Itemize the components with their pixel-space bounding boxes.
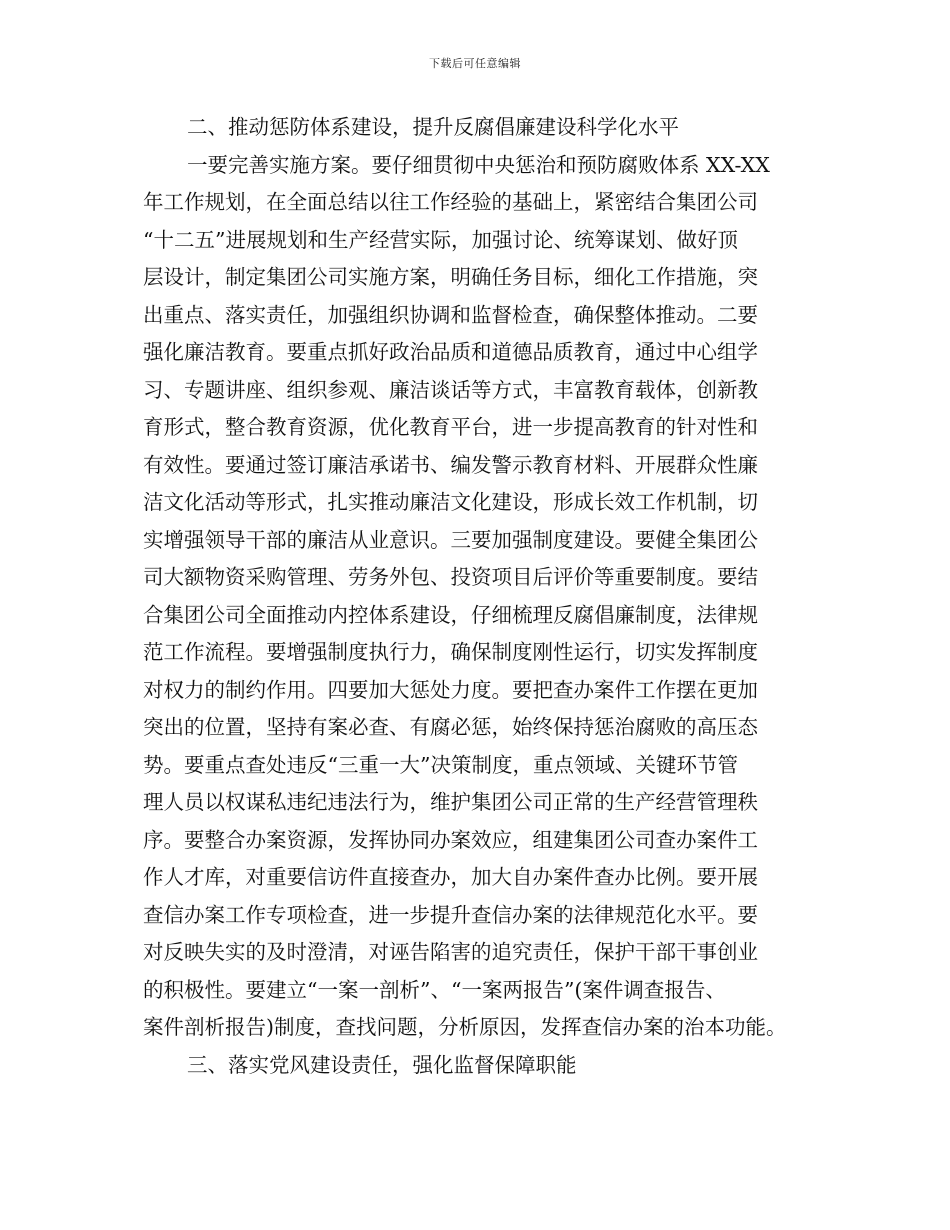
section-heading: 二、推动惩防体系建设，提升反腐倡廉建设科学化水平 [187,115,679,139]
paragraph-line: 范工作流程。要增强制度执行力，确保制度刚性运行，切实发挥制度 [143,640,758,664]
paragraph-line: 有效性。要通过签订廉洁承诺书、编发警示教育材料、开展群众性廉 [143,452,758,477]
paragraph-line: 理人员以权谋私违纪违法行为，维护集团公司正常的生产经营管理秩 [143,790,758,814]
paragraph-line: 案件剖析报告)制度，查找问题，分析原因，发挥查信办案的治本功能。 [143,1015,787,1039]
paragraph-line: 对权力的制约作用。四要加大惩处力度。要把查办案件工作摆在更加 [143,677,758,702]
paragraph-line: 合集团公司全面推动内控体系建设，仔细梳理反腐倡廉制度，法律规 [143,602,758,627]
paragraph-line: 一要完善实施方案。要仔细贯彻中央惩治和预防腐败体系 XX-XX [187,152,770,177]
paragraph-line: 对反映失实的及时澄清，对诬告陷害的追究责任，保护干部干事创业 [143,940,758,964]
paragraph-line: 习、专题讲座、组织参观、廉洁谈话等方式，丰富教育载体，创新教 [143,377,758,402]
page-header-note: 下载后可任意编辑 [429,57,521,70]
paragraph-line: 强化廉洁教育。要重点抓好政治品质和道德品质教育，通过中心组学 [143,340,758,364]
paragraph-line: 的积极性。要建立“一案一剖析”、“一案两报告”(案件调查报告、 [143,977,726,1002]
paragraph-line: 司大额物资采购管理、劳务外包、投资项目后评价等重要制度。要结 [143,565,758,589]
paragraph-line: “十二五”进展规划和生产经营实际，加强讨论、统筹谋划、做好顶 [143,227,738,252]
paragraph-line: 突出的位置，坚持有案必查、有腐必惩，始终保持惩治腐败的高压态 [143,715,758,739]
paragraph-line: 作人才库，对重要信访件直接查办，加大自办案件查办比例。要开展 [143,865,758,889]
paragraph-line: 出重点、落实责任，加强组织协调和监督检查，确保整体推动。二要 [143,302,758,327]
paragraph-line: 层设计，制定集团公司实施方案，明确任务目标，细化工作措施，突 [143,265,758,289]
paragraph-line: 洁文化活动等形式，扎实推动廉洁文化建设，形成长效工作机制，切 [143,490,758,514]
paragraph-line: 育形式，整合教育资源，优化教育平台，进一步提高教育的针对性和 [143,415,758,439]
paragraph-line: 查信办案工作专项检查，进一步提升查信办案的法律规范化水平。要 [143,902,758,927]
paragraph-line: 实增强领导干部的廉洁从业意识。三要加强制度建设。要健全集团公 [143,527,758,552]
section-heading: 三、落实党风建设责任，强化监督保障职能 [187,1052,577,1077]
document-body [143,109,823,1084]
paragraph-line: 势。要重点查处违反“三重一大”决策制度，重点领域、关键环节管 [143,752,738,777]
paragraph-line: 年工作规划，在全面总结以往工作经验的基础上，紧密结合集团公司 [143,190,758,214]
paragraph-line: 序。要整合办案资源，发挥协同办案效应，组建集团公司查办案件工 [143,827,758,852]
